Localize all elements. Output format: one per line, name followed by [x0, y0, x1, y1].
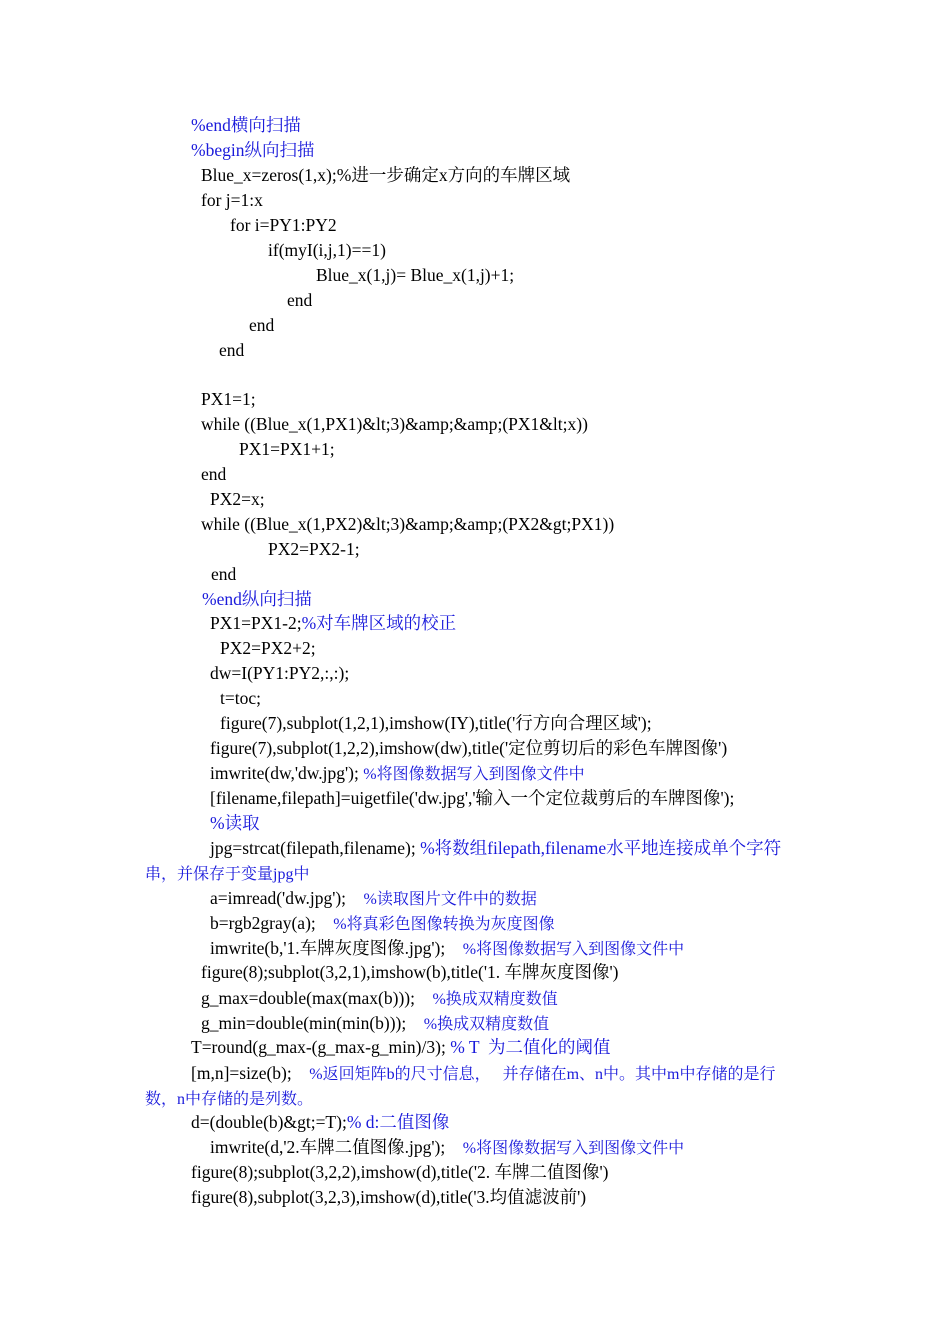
code-line: PX1=PX1-2;%对车牌区域的校正 [210, 613, 457, 633]
code-line [191, 138, 314, 162]
code-line: Blue_x(1,j)= Blue_x(1,j)+1; [316, 265, 515, 285]
code-line: figure(8);subplot(3,2,2),imshow(d),title('2. 车牌二值图像') [191, 1162, 609, 1182]
code-line: Blue_x=zeros(1,x);%进一步确定x方向的车牌区域 [201, 165, 571, 185]
code-comment: %换成双精度数值 [423, 1016, 550, 1033]
code-line: PX2=x; [210, 489, 265, 509]
code-comment: %读取图片文件中的数据 [363, 891, 537, 908]
code-line: T=round(g_max-(g_max-g_min)/3); % T 为二值化的阈值 [191, 1037, 611, 1057]
code-line: g_max=double(max(max(b))); %换成双精度数值 [201, 988, 558, 1008]
code-comment: %返回矩阵b的尺寸信息， 并存储在m、n中。其中m中存储的是行 [309, 1066, 776, 1083]
code-comment: 串，并保存于变量jpg中 [145, 866, 310, 883]
code-comment: %end纵向扫描 [202, 589, 312, 609]
code-line: figure(8),subplot(3,2,3),imshow(d),title('3.均值滤波前') [191, 1187, 587, 1207]
code-line: for i=PY1:PY2 [230, 215, 337, 235]
code-comment: %begin纵向扫描 [191, 140, 315, 160]
code-line [202, 587, 312, 611]
code-line: figure(7),subplot(1,2,1),imshow(IY),title('行方向合理区域'); [220, 713, 652, 733]
code-line: [filename,filepath]=uigetfile('dw.jpg','输入一个定位裁剪后的车牌图像'); [210, 788, 735, 808]
code-line: [m,n]=size(b); %返回矩阵b的尺寸信息， 并存储在m、n中。其中m中存储的是行 [191, 1063, 776, 1083]
code-comment: %end横向扫描 [191, 115, 301, 135]
code-line: end [249, 315, 275, 335]
code-line: PX1=PX1+1; [239, 439, 335, 459]
code-line: a=imread('dw.jpg'); %读取图片文件中的数据 [210, 888, 537, 908]
code-line: figure(7),subplot(1,2,2),imshow(dw),title('定位剪切后的彩色车牌图像') [210, 738, 728, 758]
code-line: dw=I(PY1:PY2,:,:); [210, 663, 350, 683]
code-line: for j=1:x [201, 190, 263, 210]
code-line: jpg=strcat(filepath,filename); %将数组filepath,filename水平地连接成单个字符 [210, 838, 782, 858]
code-line: end [201, 464, 227, 484]
code-line: g_min=double(min(min(b))); %换成双精度数值 [201, 1013, 550, 1033]
code-comment: 数，n中存储的是列数。 [145, 1091, 314, 1108]
code-comment: %将数组filepath,filename水平地连接成单个字符 [420, 838, 782, 858]
code-line: while ((Blue_x(1,PX1)&lt;3)&amp;&amp;(PX1&lt;x)) [201, 414, 588, 434]
code-line [210, 811, 260, 835]
code-comment: % T 为二值化的阈值 [450, 1037, 611, 1057]
code-line [145, 861, 309, 887]
code-line: d=(double(b)&gt;=T);% d:二值图像 [191, 1112, 450, 1132]
code-line: imwrite(dw,'dw.jpg'); %将图像数据写入到图像文件中 [210, 763, 585, 783]
code-line: PX2=PX2+2; [220, 638, 316, 658]
code-line: imwrite(d,'2.车牌二值图像.jpg'); %将图像数据写入到图像文件中 [210, 1137, 685, 1157]
code-line: PX2=PX2-1; [268, 539, 360, 559]
code-line: while ((Blue_x(1,PX2)&lt;3)&amp;&amp;(PX2&gt;PX1)) [201, 514, 615, 534]
code-line: end [287, 290, 313, 310]
code-line: figure(8);subplot(3,2,1),imshow(b),title('1. 车牌灰度图像') [201, 962, 619, 982]
code-line: end [219, 340, 245, 360]
code-comment: %将图像数据写入到图像文件中 [363, 766, 585, 783]
code-line: PX1=1; [201, 389, 256, 409]
code-line: if(myI(i,j,1)==1) [268, 240, 386, 260]
code-line: end [211, 564, 237, 584]
code-line [145, 1086, 313, 1112]
code-line [191, 113, 301, 137]
code-line: imwrite(b,'1.车牌灰度图像.jpg'); %将图像数据写入到图像文件中 [210, 938, 685, 958]
code-comment: %换成双精度数值 [432, 991, 558, 1008]
code-line: t=toc; [220, 688, 261, 708]
code-line: b=rgb2gray(a); %将真彩色图像转换为灰度图像 [210, 913, 555, 933]
code-comment: %读取 [210, 813, 260, 833]
code-comment: %对车牌区域的校正 [301, 613, 457, 633]
code-comment: %将图像数据写入到图像文件中 [462, 941, 685, 958]
code-comment: %将真彩色图像转换为灰度图像 [333, 916, 555, 933]
code-comment: % d:二值图像 [346, 1112, 450, 1132]
code-comment: %将图像数据写入到图像文件中 [462, 1140, 685, 1157]
